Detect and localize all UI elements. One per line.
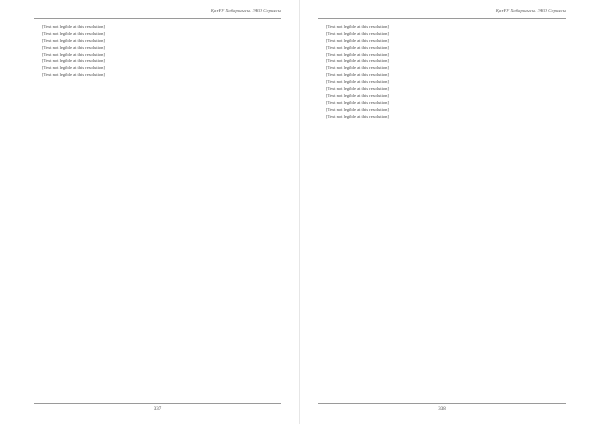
paragraph: [Text not legible at this resolution] [42, 72, 105, 78]
paragraph: [Text not legible at this resolution] [326, 72, 389, 78]
paragraph: [Text not legible at this resolution] [326, 30, 389, 36]
paragraph: [Text not legible at this resolution] [326, 99, 389, 105]
paragraph: [Text not legible at this resolution] [42, 44, 105, 50]
running-header: ҚазҰУ Хабаршысы. ЭКО Сериясы [34, 8, 281, 19]
page-number: 337 [34, 403, 281, 412]
running-header: ҚазҰУ Хабаршысы. ЭКО Сериясы [318, 8, 566, 19]
paragraph: [Text not legible at this resolution] [326, 24, 389, 29]
page-body [34, 24, 281, 394]
right-page [300, 0, 600, 424]
paragraph: [Text not legible at this resolution] [42, 58, 105, 64]
page-body [318, 24, 566, 394]
paragraph: [Text not legible at this resolution] [326, 92, 389, 98]
paragraph: [Text not legible at this resolution] [42, 65, 105, 71]
paragraph: [Text not legible at this resolution] [326, 106, 389, 112]
paragraph: [Text not legible at this resolution] [42, 30, 105, 36]
paragraph: [Text not legible at this resolution] [326, 58, 389, 64]
paragraph: [Text not legible at this resolution] [42, 51, 105, 57]
paragraph: [Text not legible at this resolution] [326, 51, 389, 57]
paragraph: [Text not legible at this resolution] [326, 86, 389, 92]
paragraph: [Text not legible at this resolution] [42, 37, 105, 43]
paragraph: [Text not legible at this resolution] [326, 113, 389, 119]
paragraph: [Text not legible at this resolution] [326, 44, 389, 50]
paragraph: [Text not legible at this resolution] [326, 79, 389, 85]
paragraph: [Text not legible at this resolution] [42, 24, 105, 29]
page-number: 338 [318, 403, 566, 412]
paragraph: [Text not legible at this resolution] [326, 65, 389, 71]
paragraph: [Text not legible at this resolution] [326, 37, 389, 43]
